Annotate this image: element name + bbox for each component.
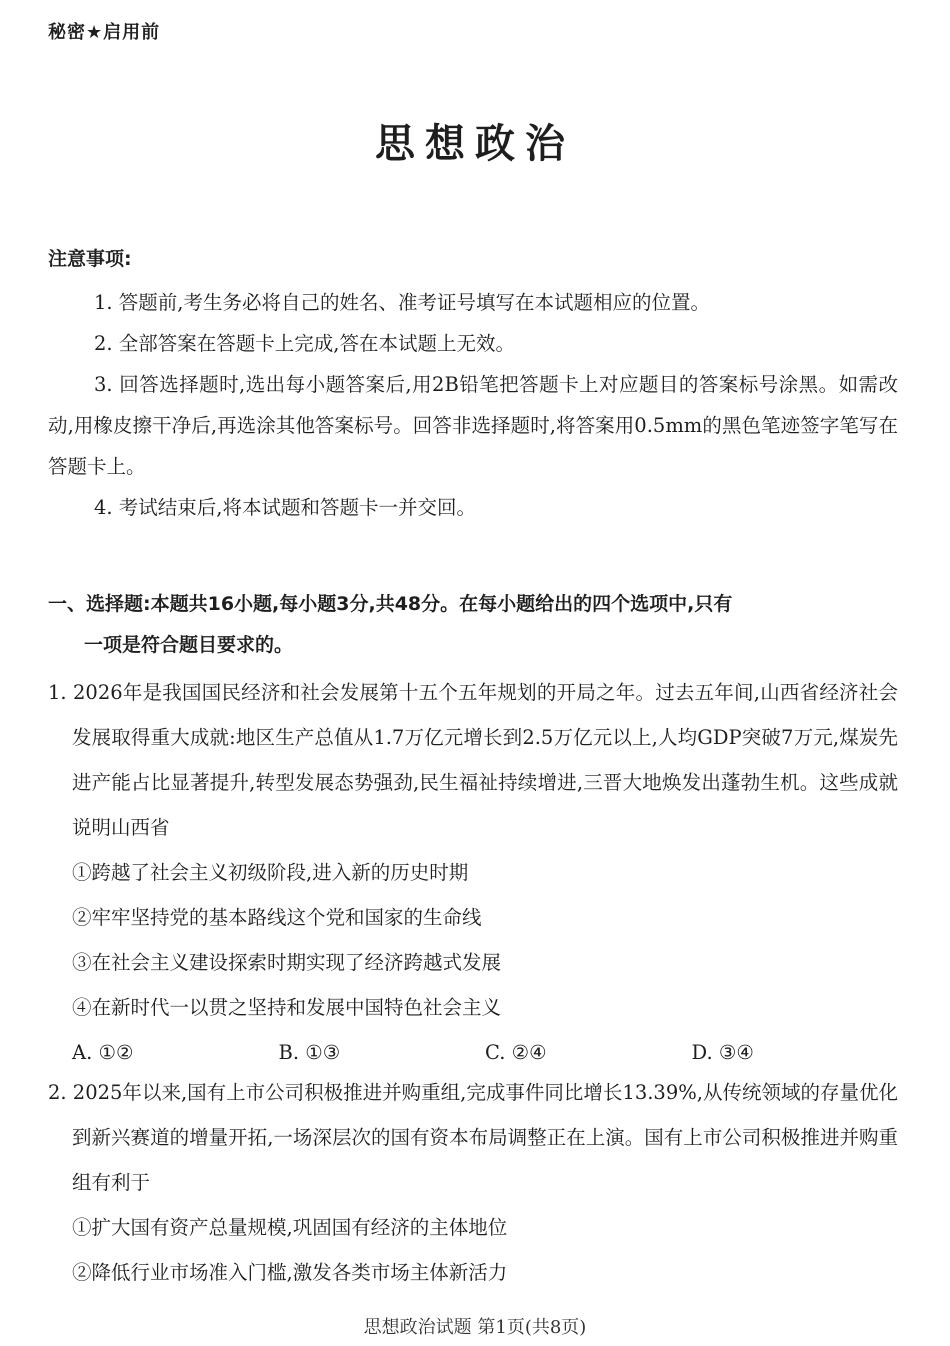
statement-option: ④在新时代一以贯之坚持和发展中国特色社会主义 [72,996,502,1019]
statement-option: ③在社会主义建设探索时期实现了经济跨越式发展 [72,951,502,974]
notice-item: 4. 考试结束后,将本试题和答题卡一并交回。 [94,496,477,519]
statement-option: ②牢牢坚持党的基本路线这个党和国家的生命线 [72,906,482,929]
statement-option: ①跨越了社会主义初级阶段,进入新的历史时期 [72,861,469,884]
question-2 [48,1070,898,1295]
statement-option: ①扩大国有资产总量规模,巩固国有经济的主体地位 [72,1216,508,1239]
choice-a: A. ①② [72,1041,134,1064]
notice-item: 2. 全部答案在答题卡上完成,答在本试题上无效。 [94,332,516,355]
notice-item: 3. 回答选择题时,选出每小题答案后,用2B铅笔把答题卡上对应题目的答案标号涂黑。如需改动,用橡皮擦干净后,再选涂其他答案标号。回答非选择题时,将答案用0.5mm的黑色笔迹签字笔写在答题卡上。 [48,373,898,478]
statement-option: ②降低行业市场准入门槛,激发各类市场主体新活力 [72,1261,508,1284]
question-1 [48,670,898,1075]
question-stem: 2. 2025年以来,国有上市公司积极推进并购重组,完成事件同比增长13.39%,从传统领域的存量优化到新兴赛道的增量开拓,一场深层次的国有资本布局调整正在上演。国有上市公司积极推进并购重组有利于 [48,1081,898,1194]
notice-heading: 注意事项: [48,248,132,270]
choice-d: D. ③④ [691,1041,754,1064]
section-heading [48,584,898,666]
answer-choices [48,1030,898,1075]
page-footer: 思想政治试题 第1页(共8页) [363,1317,587,1338]
section-heading-line1: 一、选择题:本题共16小题,每小题3分,共48分。在每小题给出的四个选项中,只有 [48,593,733,615]
choice-b: B. ①③ [278,1041,341,1064]
notice-item: 1. 答题前,考生务必将自己的姓名、准考证号填写在本试题相应的位置。 [94,291,711,314]
question-stem: 1. 2026年是我国国民经济和社会发展第十五个五年规划的开局之年。过去五年间,山西省经济社会发展取得重大成就:地区生产总值从1.7万亿元增长到2.5万亿元以上,人均GDP突破7万元,煤炭先进产能占比显著提升,转型发展态势强劲,民生福祉持续增进,三晋大地焕发出蓬勃生机。这些成就说明山西省 [48,681,898,839]
choice-c: C. ②④ [485,1041,547,1064]
section-heading-line2: 一项是符合题目要求的。 [84,634,294,656]
page-title: 思想政治 [375,120,575,167]
confidential-label: 秘密★启用前 [48,22,161,43]
notice-list [48,282,898,528]
